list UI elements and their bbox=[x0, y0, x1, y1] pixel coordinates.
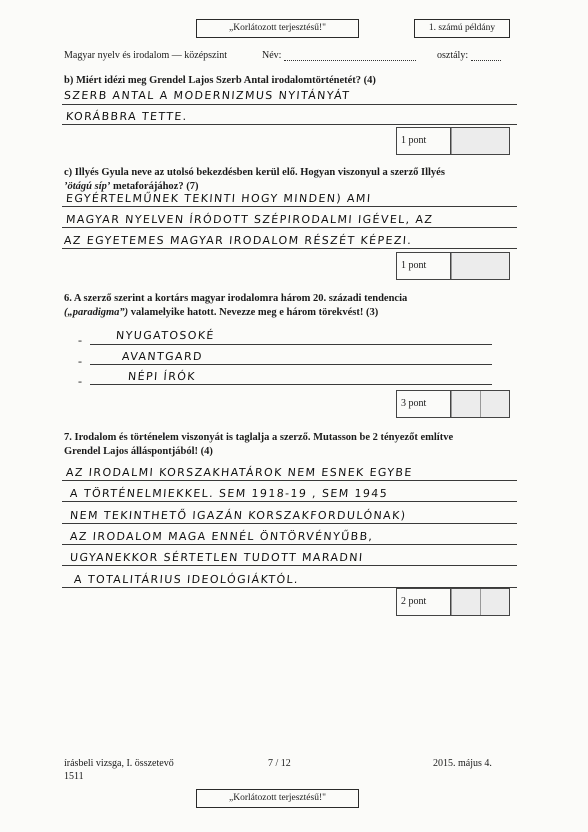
answer-6-item3: NÉPI ÍRÓK bbox=[127, 370, 197, 383]
answer-7-line1: AZ IRODALMI KORSZAKHATÁROK NEM ESNEK EGYBE bbox=[65, 466, 414, 479]
copy-number-box: 1. számú példány bbox=[414, 19, 510, 38]
name-field bbox=[262, 50, 416, 61]
question-7-line2: Grendel Lajos álláspontjából! (4) bbox=[64, 445, 213, 457]
answer-c-line2: MAGYAR NYELVEN ÍRÓDOTT SZÉPIRODALMI IGÉVEL, AZ bbox=[65, 213, 434, 226]
answer-c-line3: AZ EGYETEMES MAGYAR IRODALOM RÉSZÉT KÉPEZI. bbox=[63, 234, 413, 247]
footer-page-number: 7 / 12 bbox=[268, 758, 291, 769]
answer-c-line1: EGYÉRTELMŰNEK TEKINTI HOGY MINDEN) AMI bbox=[65, 192, 372, 205]
answer-6-item1: NYUGATOSOKÉ bbox=[115, 329, 216, 342]
score-label-b: 1 pont bbox=[397, 128, 451, 154]
question-c-line2: metaforájához? (7) bbox=[110, 180, 199, 192]
footer-date: 2015. május 4. bbox=[433, 758, 492, 769]
restricted-notice-bottom: „Korlátozott terjesztésű!" bbox=[196, 789, 359, 808]
restricted-notice-top: „Korlátozott terjesztésű!" bbox=[196, 19, 359, 38]
score-box-b bbox=[396, 127, 510, 155]
answer-6-item2: AVANTGARD bbox=[121, 350, 204, 363]
answer-7-line5: UGYANEKKOR SÉRTETLEN TUDOTT MARADNI bbox=[69, 551, 364, 564]
score-box-c bbox=[396, 252, 510, 280]
answer-7-line6: A TOTALITÁRIUS IDEOLÓGIÁKTÓL. bbox=[73, 573, 300, 586]
question-c bbox=[64, 166, 534, 193]
question-6-line1: 6. A szerző szerint a kortárs magyar irodalomra három 20. századi tendencia bbox=[64, 293, 408, 304]
answer-7-line3: NEM TEKINTHETŐ IGAZÁN KORSZAKFORDULÓNAK) bbox=[69, 509, 407, 522]
answer-b-line1: SZERB ANTAL A MODERNIZMUS NYITÁNYÁT bbox=[63, 89, 351, 102]
question-b: b) Miért idézi meg Grendel Lajos Szerb Antal irodalomtörténetét? (4) bbox=[64, 75, 376, 86]
question-7 bbox=[64, 431, 534, 458]
score-label-c: 1 pont bbox=[397, 253, 451, 279]
question-6-paradigm: („paradigma”) bbox=[64, 306, 129, 318]
answer-7-line2: A TÖRTÉNELMIEKKEL. SEM 1918-19 , SEM 1945 bbox=[69, 487, 389, 500]
subject-label: Magyar nyelv és irodalom — középszint bbox=[64, 50, 228, 61]
class-field bbox=[437, 50, 501, 61]
score-label-6: 3 pont bbox=[397, 391, 451, 417]
footer-exam: írásbeli vizsga, I. összetevő bbox=[64, 758, 174, 769]
answer-7-line4: AZ IRODALOM MAGA ENNÉL ÖNTÖRVÉNYŰBB, bbox=[69, 530, 374, 543]
question-c-line1: c) Illyés Gyula neve az utolsó bekezdésben kerül elő. Hogyan viszonyul a szerző Illyés bbox=[64, 167, 445, 178]
footer-code: 1511 bbox=[64, 771, 84, 782]
question-6-line2: valamelyike hatott. Nevezze meg e három törekvést! (3) bbox=[128, 306, 379, 318]
question-7-line1: 7. Irodalom és történelem viszonyát is taglalja a szerző. Mutasson be 2 tényezőt említve bbox=[64, 432, 454, 443]
score-label-7: 2 pont bbox=[397, 589, 451, 615]
score-box-6 bbox=[396, 390, 510, 418]
name-label: Név: bbox=[262, 50, 282, 61]
class-label: osztály: bbox=[437, 50, 469, 61]
score-box-7 bbox=[396, 588, 510, 616]
question-c-metaphor: ’ötágú síp’ bbox=[64, 180, 111, 192]
answer-b-line2: KORÁBBRA TETTE. bbox=[65, 110, 189, 123]
question-6 bbox=[64, 292, 534, 319]
